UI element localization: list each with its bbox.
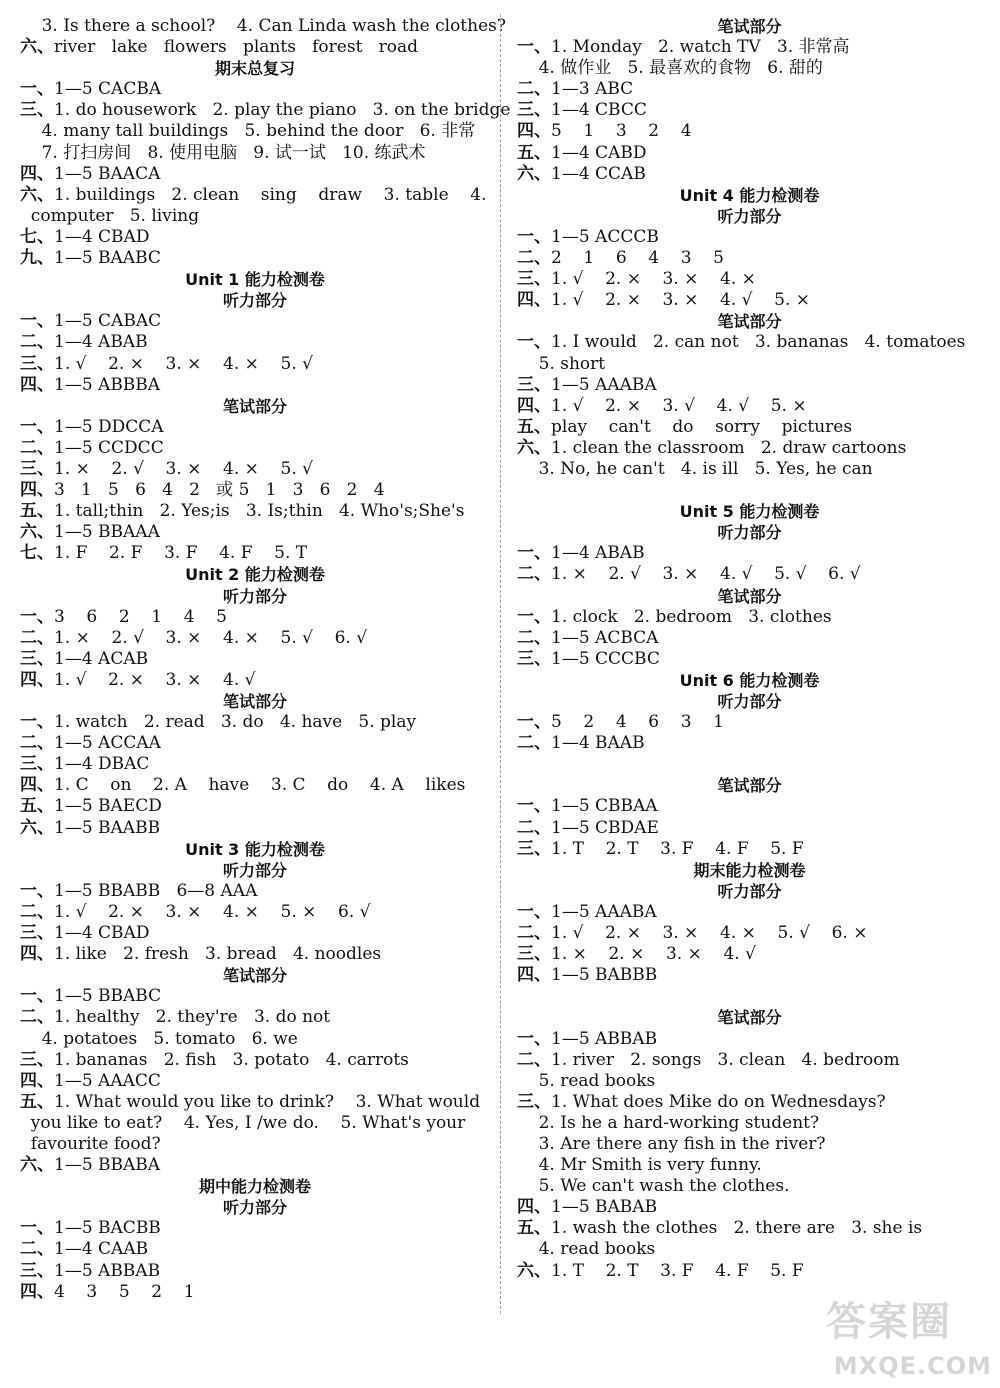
answer-line [517,121,982,142]
answer-text: 1. F 2. F 3. F 4. F 5. T [54,543,308,564]
question-number: 一、 [20,986,54,1007]
watermark-text-url: MXQE.COM [833,1352,992,1380]
answer-text: 1—5 CBDAE [551,817,659,838]
section-heading: 听力部分 [717,523,782,543]
answer-line [20,37,490,58]
answer-line [20,185,490,206]
answer-text: 1. × 2. √ 3. × 4. × 5. √ 6. √ [54,627,368,648]
section-heading: 期末总复习 [214,59,295,79]
answer-text: 4. potatoes 5. tomato 6. we [20,1028,298,1049]
section-heading: Unit 4 能力检测卷 [679,185,820,205]
answer-text: 1. √ 2. × 3. × 4. × 5. √ 6. × [551,923,868,944]
question-number: 二、 [517,733,551,754]
answer-line [20,1261,490,1282]
answer-text: 2 1 6 4 3 5 [551,248,724,269]
answer-line [20,775,490,796]
answer-text: 3 1 5 6 4 2 或 5 1 3 6 2 4 [54,480,385,501]
question-number: 三、 [517,944,551,965]
answer-line [20,438,490,459]
question-number: 三、 [20,1260,54,1281]
question-number: 三、 [517,269,551,290]
answer-column-right [517,16,982,1282]
answer-line [20,206,490,227]
question-number: 二、 [517,79,551,100]
section-heading: 听力部分 [717,692,782,711]
answer-text: 4. many tall buildings 5. behind the door 6. 非常 [20,121,476,142]
answer-line [517,607,982,628]
answer-text: 1. What does Mike do on Wednesdays? [551,1091,886,1112]
answer-text: 1—5 BAABC [54,248,161,269]
answer-text: 1. √ 2. × 3. √ 4. √ 5. × [551,395,807,416]
answer-line [517,628,982,649]
answer-text: 1—5 ACCAA [54,733,161,754]
answer-text: 3. Are there any fish in the river? [517,1133,826,1154]
answer-text: 1—5 AAABA [551,901,657,922]
answer-line [517,796,982,817]
answer-text: 1—4 DBAC [54,754,150,775]
answer-line [517,1155,982,1176]
answer-text: 1—5 BBABA [54,1155,161,1176]
answer-line [517,37,982,58]
answer-line [20,1092,490,1113]
answer-text: 7. 打扫房间 8. 使用电脑 9. 试一试 10. 练武术 [20,142,426,163]
answer-line [20,79,490,100]
answer-line [517,459,982,480]
answer-line [517,354,982,375]
answer-text: computer 5. living [20,205,200,226]
answer-text: 1—4 CABD [551,142,647,163]
answer-line [517,417,982,438]
question-number: 四、 [20,1070,54,1091]
question-number: 二、 [517,1049,551,1070]
answer-line [517,839,982,860]
question-number: 一、 [517,1028,551,1049]
answer-text: 1—5 ABBAB [54,1260,161,1281]
answer-line [517,965,982,986]
question-number: 二、 [20,627,54,648]
answer-line [20,522,490,543]
section-heading: 期中能力检测卷 [198,1177,311,1197]
question-number: 四、 [20,1281,54,1302]
question-number: 三、 [517,838,551,859]
answer-line [517,1239,982,1260]
answer-text: 1—4 BAAB [551,733,645,754]
section-heading: Unit 2 能力检测卷 [185,565,325,585]
question-number: 四、 [517,290,551,311]
question-number: 四、 [517,965,551,986]
answer-text: 5 2 4 6 3 1 [551,712,724,733]
answer-text: 1. clock 2. bedroom 3. clothes [551,606,832,627]
answer-text: 5. We can't wash the clothes. [517,1176,790,1197]
answer-line [517,818,982,839]
question-number: 一、 [517,332,551,353]
answer-text: 1. river 2. songs 3. clean 4. bedroom [551,1049,900,1070]
question-number: 七、 [20,226,54,247]
answer-text: 4. read books [517,1239,656,1260]
answer-line [20,501,490,522]
answer-text: 3 6 2 1 4 5 [54,606,227,627]
answer-text: you like to eat? 4. Yes, I /we do. 5. What's your [20,1112,466,1133]
answer-line [20,607,490,628]
answer-line [517,1092,982,1113]
section-heading: Unit 3 能力检测卷 [185,839,325,859]
answer-line [20,354,490,375]
question-number: 四、 [20,163,54,184]
answer-text: 1—4 CBCC [551,100,647,121]
question-number: 一、 [20,1218,54,1239]
answer-text: 1. × 2. √ 3. × 4. × 5. √ [54,458,313,479]
section-heading: Unit 1 能力检测卷 [185,270,325,290]
answer-text: favourite food? [20,1133,161,1154]
watermark-logo [812,1290,992,1380]
section-heading: 听力部分 [717,206,782,226]
question-number: 一、 [20,606,54,627]
answer-text: 5. read books [517,1070,656,1091]
answer-line [20,649,490,670]
answer-line [517,1197,982,1218]
answer-text: 1—5 AAACC [54,1070,161,1091]
answer-text: 1—5 BABAB [551,1197,658,1218]
answer-text: 1. √ 2. × 3. × 4. √ [54,669,256,690]
answer-line [20,818,490,839]
answer-text: 1. √ 2. × 3. × 4. × 5. × 6. √ [54,901,371,922]
answer-line [517,332,982,353]
question-number: 三、 [517,100,551,121]
answer-text: 1—5 ACBCA [551,627,659,648]
section-heading: 听力部分 [222,1198,287,1218]
answer-text: 1. √ 2. × 3. × 4. × 5. √ [54,353,313,374]
question-number: 二、 [20,437,54,458]
answer-text: 1. × 2. × 3. × 4. √ [551,944,756,965]
answer-line [517,1050,982,1071]
section-heading: 笔试部分 [222,692,287,711]
answer-line [517,1218,982,1239]
answer-text: 1—5 BAABB [54,817,161,838]
question-number: 二、 [517,627,551,648]
answer-line [20,311,490,332]
answer-text: 1. Monday 2. watch TV 3. 非常高 [551,37,850,58]
answer-line [517,143,982,164]
question-number: 六、 [517,163,551,184]
answer-text: 1—5 DDCCA [54,416,164,437]
answer-text: 1—5 CABAC [54,311,162,332]
answer-line [20,944,490,965]
question-number: 一、 [517,37,551,58]
answer-text: 1. bananas 2. fish 3. potato 4. carrots [54,1049,409,1070]
section-heading: 笔试部分 [717,312,782,332]
question-number: 五、 [517,142,551,163]
answer-line [517,543,982,564]
answer-line [20,1050,490,1071]
answer-line [517,564,982,585]
answer-line [20,986,490,1007]
answer-line [20,16,506,37]
answer-line [20,1007,490,1028]
question-number: 三、 [20,648,54,669]
answer-line [20,1113,490,1134]
answer-text: 1—4 CBAD [54,226,150,247]
answer-text: 1—5 BABBB [551,965,658,986]
answer-line [20,1155,490,1176]
question-number: 六、 [517,1260,551,1281]
answer-text: 1. clean the classroom 2. draw cartoons [551,437,907,458]
section-heading: 听力部分 [222,860,287,880]
answer-line [20,121,490,142]
question-number: 二、 [517,248,551,269]
watermark-text-cn: 答案圈 [826,1299,952,1345]
answer-text: river lake flowers plants forest road [54,37,418,58]
question-number: 二、 [20,733,54,754]
answer-line [517,396,982,417]
spacer [517,986,982,1007]
answer-line [517,923,982,944]
question-number: 二、 [20,332,54,353]
answer-line [517,1029,982,1050]
answer-text: 1—5 AAABA [551,374,657,395]
answer-text: 1. What would you like to drink? 3. What would [54,1091,481,1112]
question-number: 三、 [20,458,54,479]
answer-text: play can't do sorry pictures [551,416,853,437]
question-number: 二、 [517,817,551,838]
answer-text: 1—4 CCAB [551,163,646,184]
answer-line [517,79,982,100]
question-number: 四、 [20,775,54,796]
section-heading: 笔试部分 [717,776,782,796]
answer-text: 3. Is there a school? 4. Can Linda wash the clothes? [20,16,506,36]
answer-line [517,375,982,396]
question-number: 一、 [517,226,551,247]
answer-line [517,248,982,269]
section-heading: 笔试部分 [222,966,287,986]
answer-line [20,480,490,501]
answer-text: 1—5 CACBA [54,79,162,100]
answer-line [517,1113,982,1134]
answer-line [20,375,490,396]
section-heading: 听力部分 [222,291,287,311]
answer-line [517,1071,982,1092]
answer-text: 4. 做作业 5. 最喜欢的食物 6. 甜的 [517,58,823,79]
answer-text: 1. like 2. fresh 3. bread 4. noodles [54,944,382,965]
answer-line [20,796,490,817]
answer-line [20,923,490,944]
answer-line [20,248,490,269]
question-number: 二、 [20,901,54,922]
question-number: 四、 [20,944,54,965]
answer-line [517,100,982,121]
section-heading: 听力部分 [222,586,287,606]
answer-line [20,417,490,438]
answer-text: 1—5 BBABC [54,986,162,1007]
answer-line [20,1071,490,1092]
answer-line [20,164,490,185]
answer-text: 1—4 ABAB [54,332,148,353]
question-number: 一、 [20,79,54,100]
question-number: 三、 [20,100,54,121]
question-number: 六、 [20,1155,54,1176]
answer-line [20,1134,490,1155]
answer-text: 1. T 2. T 3. F 4. F 5. F [551,1260,804,1281]
question-number: 三、 [517,374,551,395]
question-number: 五、 [20,796,54,817]
question-number: 四、 [20,669,54,690]
answer-text: 1—4 ACAB [54,648,149,669]
answer-text: 3. No, he can't 4. is ill 5. Yes, he can [517,458,873,479]
answer-text: 1. I would 2. can not 3. bananas 4. tomatoes [551,332,966,353]
answer-text: 1—3 ABC [551,79,634,100]
question-number: 五、 [517,416,551,437]
question-number: 四、 [20,480,54,501]
section-heading: 听力部分 [717,881,782,901]
question-number: 三、 [20,1049,54,1070]
answer-line [20,881,490,902]
question-number: 七、 [20,543,54,564]
question-number: 一、 [517,901,551,922]
question-number: 一、 [517,712,551,733]
question-number: 二、 [20,1007,54,1028]
question-number: 四、 [517,395,551,416]
answer-text: 1. T 2. T 3. F 4. F 5. F [551,838,804,859]
answer-text: 5 1 3 2 4 [551,121,692,142]
answer-text: 1. watch 2. read 3. do 4. have 5. play [54,712,417,733]
answer-line [20,712,490,733]
answer-line [517,227,982,248]
section-heading: 期末能力检测卷 [693,860,806,880]
answer-column-left [20,16,511,1303]
question-number: 六、 [20,817,54,838]
question-number: 二、 [20,1239,54,1260]
answer-line [517,712,982,733]
question-number: 六、 [20,37,54,58]
answer-text: 1—5 ABBAB [551,1028,658,1049]
answer-text: 4 3 5 2 1 [54,1281,195,1302]
question-number: 三、 [20,353,54,374]
answer-line [20,670,490,691]
answer-text: 1. do housework 2. play the piano 3. on the bridge [54,100,511,121]
question-number: 四、 [517,1197,551,1218]
answer-text: 1. buildings 2. clean sing draw 3. table 4. [54,184,487,205]
answer-text: 2. Is he a hard-working student? [517,1112,820,1133]
answer-text: 1—5 BAACA [54,163,161,184]
answer-text: 1. × 2. √ 3. × 4. √ 5. √ 6. √ [551,564,861,585]
answer-text: 1—5 ACCCB [551,226,659,247]
answer-text: 1—5 BAECD [54,796,162,817]
answer-line [20,1218,490,1239]
answer-line [20,1282,490,1303]
question-number: 一、 [20,712,54,733]
question-number: 六、 [20,184,54,205]
answer-text: 1. tall;thin 2. Yes;is 3. Is;thin 4. Who's;She's [54,501,465,522]
answer-text: 1. wash the clothes 2. there are 3. she is [551,1218,923,1239]
answer-line [517,58,982,79]
question-number: 三、 [517,1091,551,1112]
question-number: 五、 [20,501,54,522]
question-number: 一、 [20,311,54,332]
answer-line [20,733,490,754]
answer-text: 1—5 ABBBA [54,374,161,395]
section-heading: 笔试部分 [717,586,782,606]
answer-text: 1. √ 2. × 3. × 4. √ 5. × [551,290,810,311]
section-heading: 笔试部分 [717,17,782,36]
answer-line [517,1176,982,1197]
spacer [517,754,982,775]
answer-line [517,164,982,185]
answer-line [20,628,490,649]
answer-text: 1—5 CBBAA [551,796,658,817]
answer-text: 1—4 ABAB [551,543,645,564]
answer-line [20,1029,490,1050]
answer-line [20,227,490,248]
answer-line [20,143,490,164]
question-number: 一、 [517,606,551,627]
section-heading: 笔试部分 [222,396,287,416]
question-number: 四、 [517,121,551,142]
question-number: 五、 [517,1218,551,1239]
answer-line [20,1239,490,1260]
answer-line [20,902,490,923]
question-number: 三、 [20,754,54,775]
question-number: 三、 [20,923,54,944]
answer-text: 1—5 BACBB [54,1218,161,1239]
answer-line [517,649,982,670]
section-heading: 笔试部分 [717,1008,782,1028]
answer-line [517,269,982,290]
column-divider [500,14,501,1314]
question-number: 三、 [517,648,551,669]
answer-line [517,1134,982,1155]
answer-text: 1—4 CAAB [54,1239,149,1260]
answer-line [517,438,982,459]
answer-line [20,459,490,480]
answer-line [517,1261,982,1282]
answer-text: 1—5 CCCBC [551,648,660,669]
answer-text: 1—5 BBABB 6—8 AAA [54,880,258,901]
answer-line [517,733,982,754]
answer-text: 5. short [517,353,606,374]
answer-text: 1—5 CCDCC [54,437,164,458]
answer-text: 1. √ 2. × 3. × 4. × [551,269,756,290]
section-heading: Unit 6 能力检测卷 [679,670,820,690]
question-number: 六、 [20,522,54,543]
question-number: 一、 [517,796,551,817]
question-number: 一、 [20,416,54,437]
answer-text: 1—5 BBAAA [54,522,160,543]
question-number: 二、 [517,923,551,944]
answer-text: 4. Mr Smith is very funny. [517,1155,762,1176]
answer-line [20,754,490,775]
question-number: 一、 [517,543,551,564]
question-number: 四、 [20,374,54,395]
question-number: 一、 [20,880,54,901]
answer-line [20,100,511,121]
question-number: 九、 [20,248,54,269]
answer-line [517,290,982,311]
answer-line [517,902,982,923]
answer-line [20,543,490,564]
answer-line [20,332,490,353]
question-number: 二、 [517,564,551,585]
spacer [517,480,982,501]
answer-text: 1—4 CBAD [54,923,150,944]
section-heading: Unit 5 能力检测卷 [679,502,820,522]
question-number: 六、 [517,437,551,458]
answer-line [517,944,982,965]
question-number: 五、 [20,1091,54,1112]
answer-text: 1. C on 2. A have 3. C do 4. A likes [54,775,466,796]
answer-text: 1. healthy 2. they're 3. do not [54,1007,331,1028]
